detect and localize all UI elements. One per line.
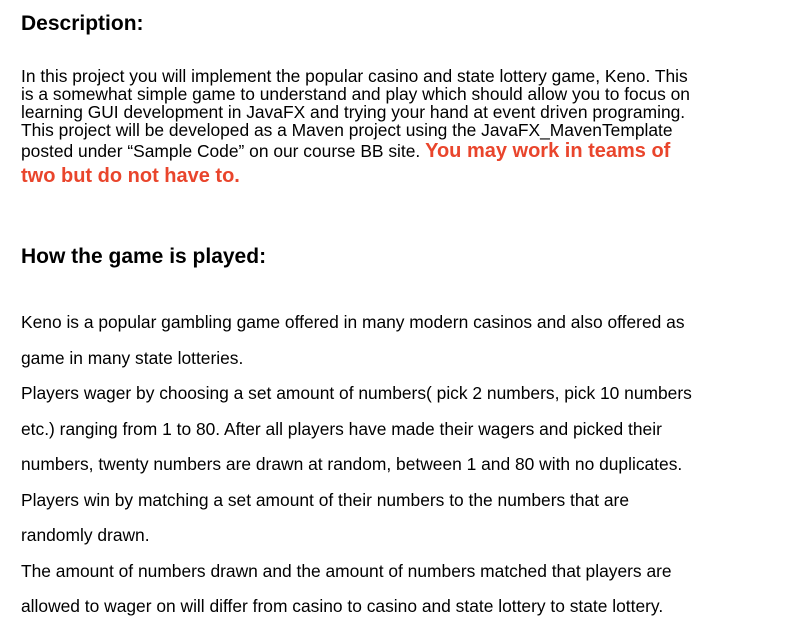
description-paragraph [21, 67, 798, 189]
team-highlight-text: You may work in teams of [425, 140, 671, 162]
description-heading: Description: [21, 12, 144, 35]
paragraph-line-with-highlight [21, 139, 798, 164]
paragraph-text: posted under “Sample Code” on our course BB site. [21, 141, 421, 161]
paragraph-line: randomly drawn. [21, 525, 150, 545]
paragraph-line: numbers, twenty numbers are drawn at random, between 1 and 80 with no duplicates. [21, 454, 683, 474]
paragraph-line [21, 164, 798, 189]
team-highlight-text: two but do not have to. [21, 165, 240, 187]
how-played-heading: How the game is played: [21, 245, 267, 268]
paragraph-line: etc.) ranging from 1 to 80. After all players have made their wagers and picked their [21, 418, 662, 439]
paragraph-line: This project will be developed as a Maven project using the JavaFX_MavenTemplate [21, 120, 673, 140]
paragraph-line: In this project you will implement the popular casino and state lottery game, Keno. This [21, 66, 688, 86]
paragraph-line: The amount of numbers drawn and the amount of numbers matched that players are [21, 560, 672, 581]
paragraph-line: learning GUI development in JavaFX and trying your hand at event driven programing. [21, 102, 686, 122]
paragraph-line: is a somewhat simple game to understand and play which should allow you to focus on [21, 84, 690, 104]
how-played-paragraph [21, 305, 798, 625]
paragraph-line: allowed to wager on will differ from casino to casino and state lottery to state lottery. [21, 596, 664, 616]
paragraph-line: Players wager by choosing a set amount of numbers( pick 2 numbers, pick 10 numbers [21, 383, 692, 403]
paragraph-line: game in many state lotteries. [21, 347, 244, 368]
paragraph-line: Keno is a popular gambling game offered in many modern casinos and also offered as [21, 312, 685, 332]
paragraph-line: Players win by matching a set amount of their numbers to the numbers that are [21, 489, 630, 510]
